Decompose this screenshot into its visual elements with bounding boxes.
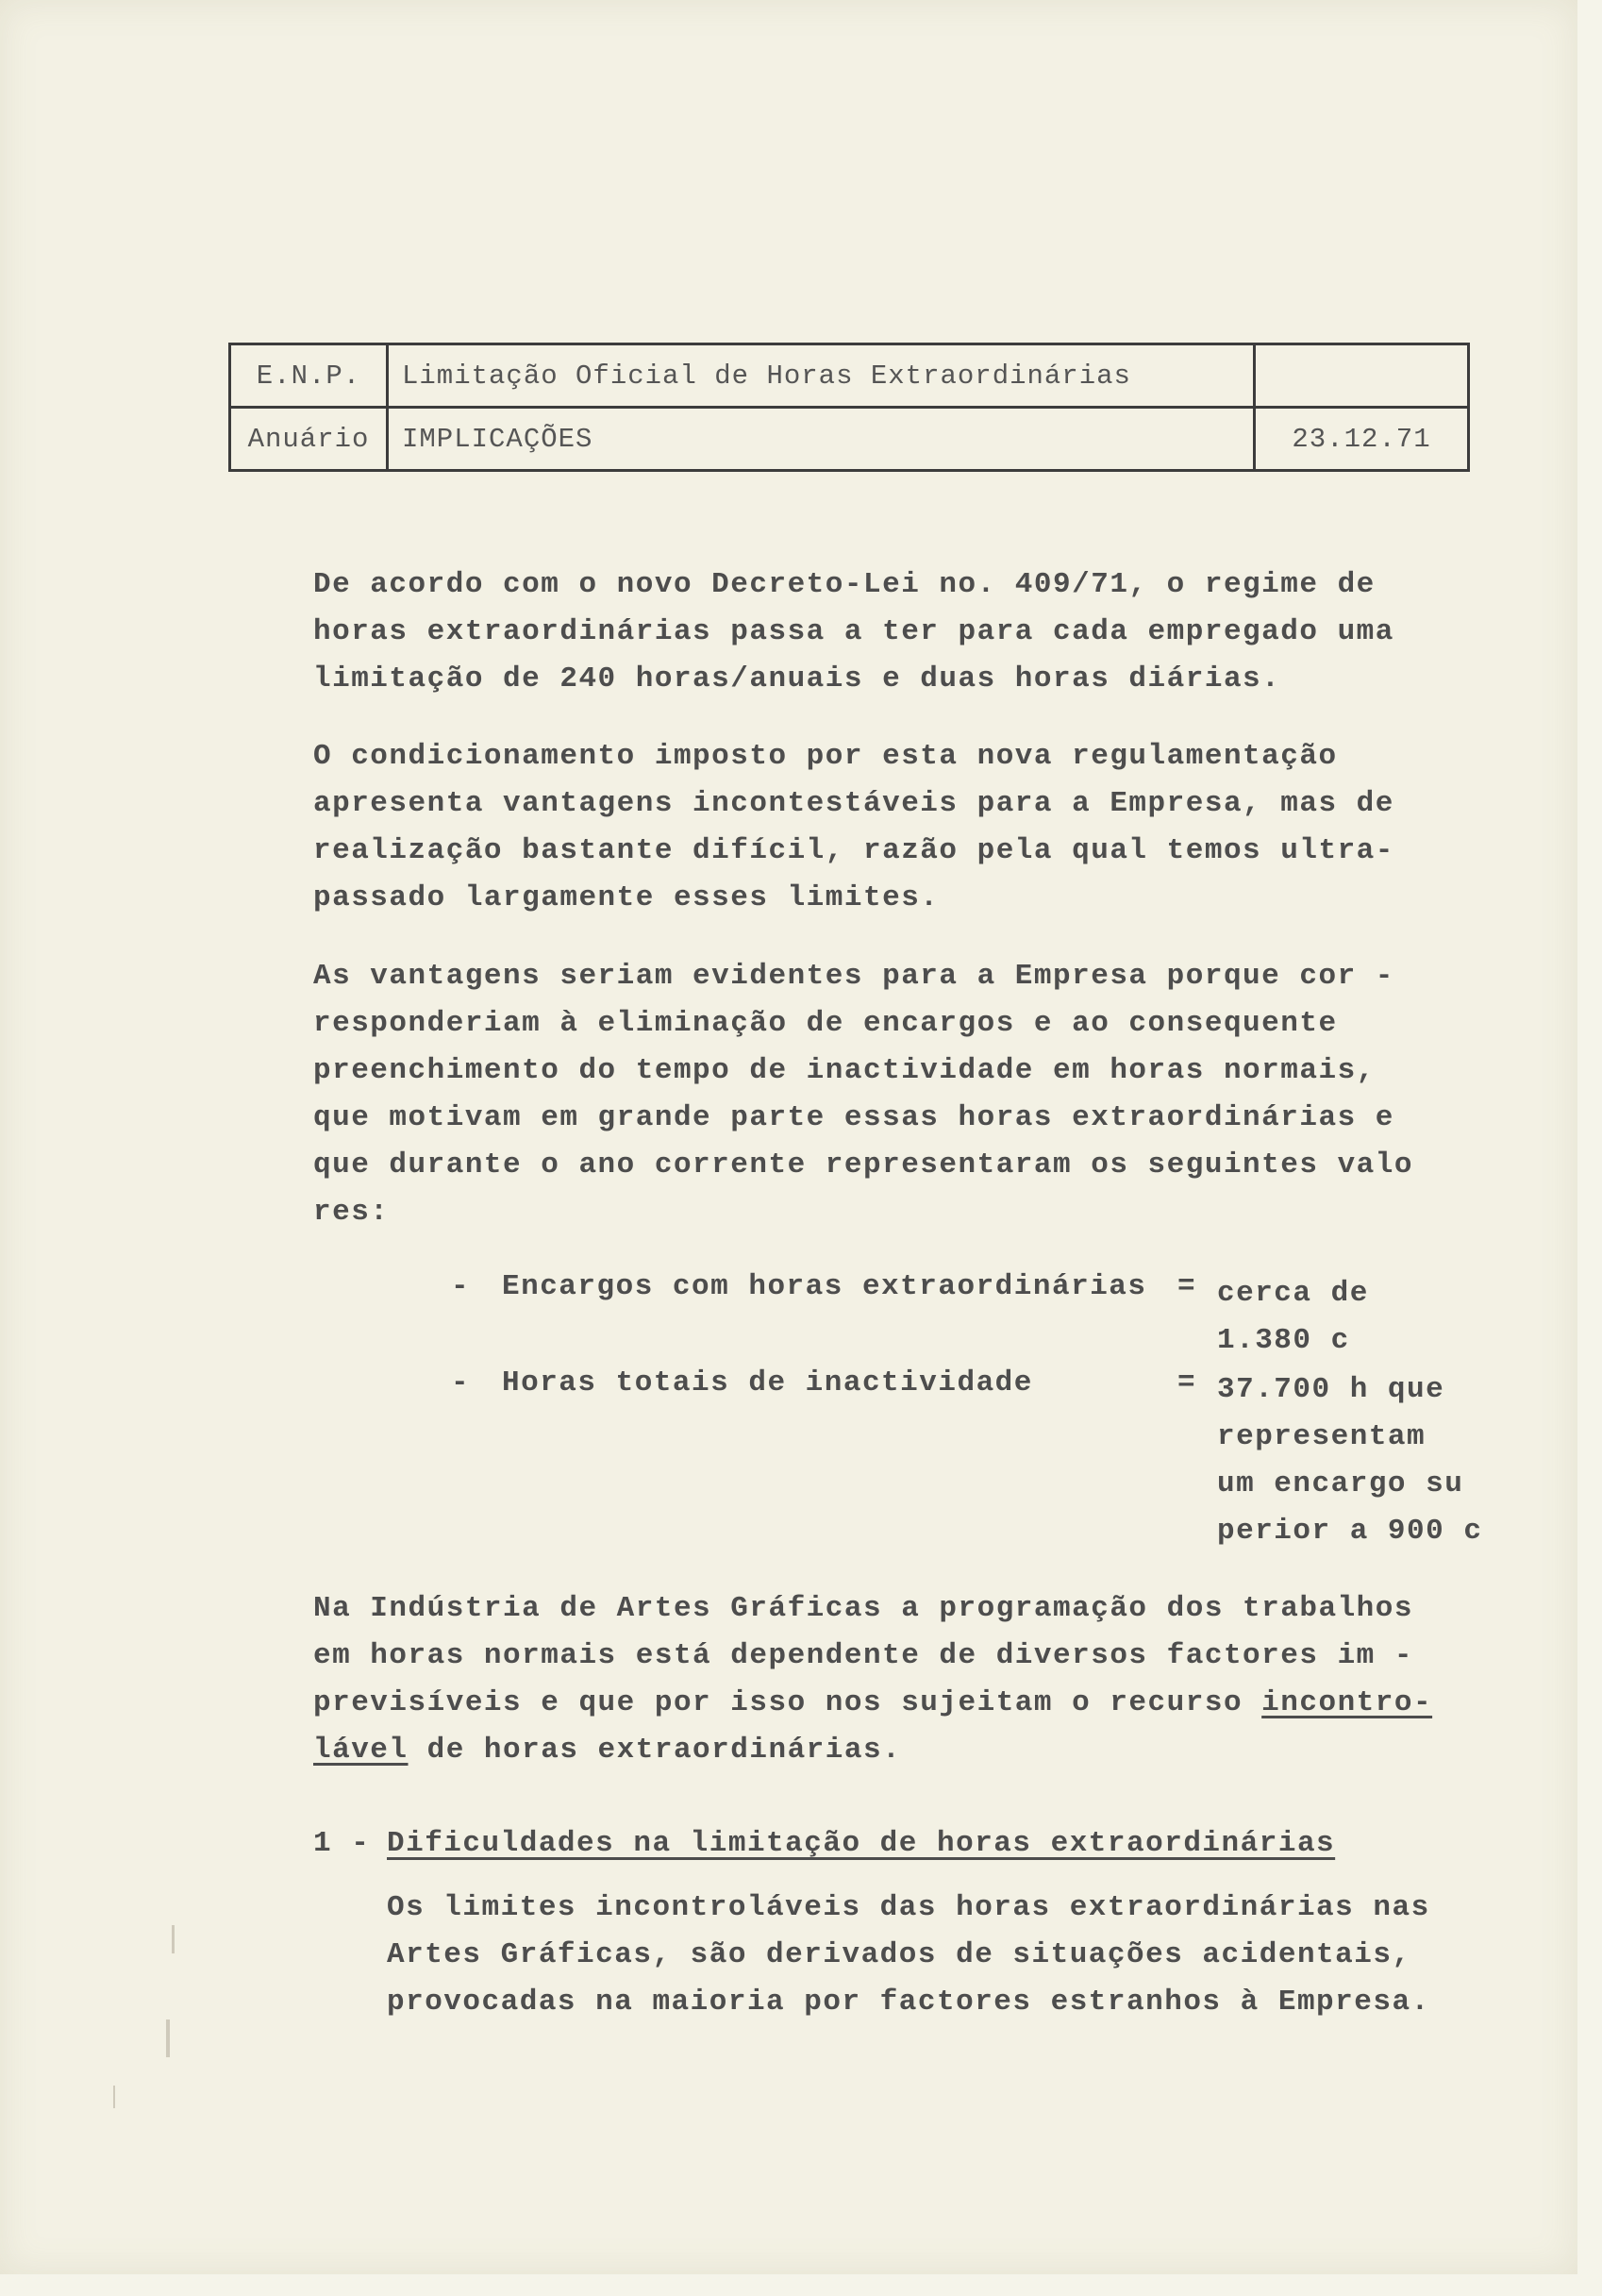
- p4-line2: em horas normais está dependente de diversos factores im -: [313, 1639, 1413, 1672]
- p4-line1: Na Indústria de Artes Gráficas a programação dos trabalhos: [313, 1592, 1413, 1625]
- paragraph-1: De acordo com o novo Decreto-Lei no. 409/71, o regime de horas extraordinárias passa a ter para cada empregado uma limitação de 240 horas/anuais e duas horas diárias.: [313, 568, 1394, 696]
- section-title: Dificuldades na limitação de horas extraordinárias: [387, 1827, 1336, 1860]
- paragraph-5: Os limites incontroláveis das horas extraordinárias nas Artes Gráficas, são derivados de situações acidentais, provocadas na maioria por factores estranhos à Empresa.: [387, 1891, 1430, 2019]
- p4-line3a: previsíveis e que por isso nos sujeitam o recurso: [313, 1686, 1262, 1719]
- paragraph-4: [313, 1585, 1493, 1774]
- paper-mark: [172, 1925, 175, 1953]
- paragraph-3: As vantagens seriam evidentes para a Empresa porque cor - responderiam à eliminação de encargos e ao consequente preenchimento do tempo de inactividade em horas normais, que motivam em grande parte essas horas extraordinárias e que durante o ano corrente representaram os seguintes valo res:: [313, 960, 1413, 1229]
- section-number: 1 -: [313, 1827, 371, 1860]
- list-item-label: Encargos com horas extraordinárias: [502, 1270, 1147, 1303]
- paragraph-2: O condicionamento imposto por esta nova regulamentação apresenta vantagens incontestáveis para a Empresa, mas de realização bastante difícil, razão pela qual temos ultra- passado largamente esses limites.: [313, 740, 1394, 914]
- header-date: 23.12.71: [1255, 408, 1469, 471]
- header-label: Anuário: [230, 408, 388, 471]
- list-equals: =: [1177, 1366, 1197, 1399]
- header-table: [228, 343, 1470, 472]
- list-dash: -: [451, 1270, 471, 1303]
- paper-mark: [113, 2086, 115, 2108]
- header-row-1: [230, 344, 1469, 408]
- p4-underlined-word: incontro-: [1261, 1686, 1433, 1719]
- p4-line4b: de horas extraordinárias.: [408, 1734, 902, 1767]
- header-title: Limitação Oficial de Horas Extraordinárias: [388, 344, 1255, 408]
- list-dash: -: [451, 1366, 471, 1399]
- header-date-empty: [1255, 344, 1469, 408]
- list-item-value: cerca de 1.380 c: [1217, 1277, 1369, 1357]
- list-equals: =: [1177, 1270, 1197, 1303]
- header-row-2: [230, 408, 1469, 471]
- list-item-value: 37.700 h que representam um encargo su perior a 900 c: [1217, 1373, 1483, 1548]
- header-org: E.N.P.: [230, 344, 388, 408]
- paper-mark: [166, 2019, 170, 2057]
- header-subtitle: IMPLICAÇÕES: [388, 408, 1255, 471]
- list-item-label: Horas totais de inactividade: [502, 1366, 1033, 1399]
- p4-underlined-word-2: lável: [313, 1734, 409, 1767]
